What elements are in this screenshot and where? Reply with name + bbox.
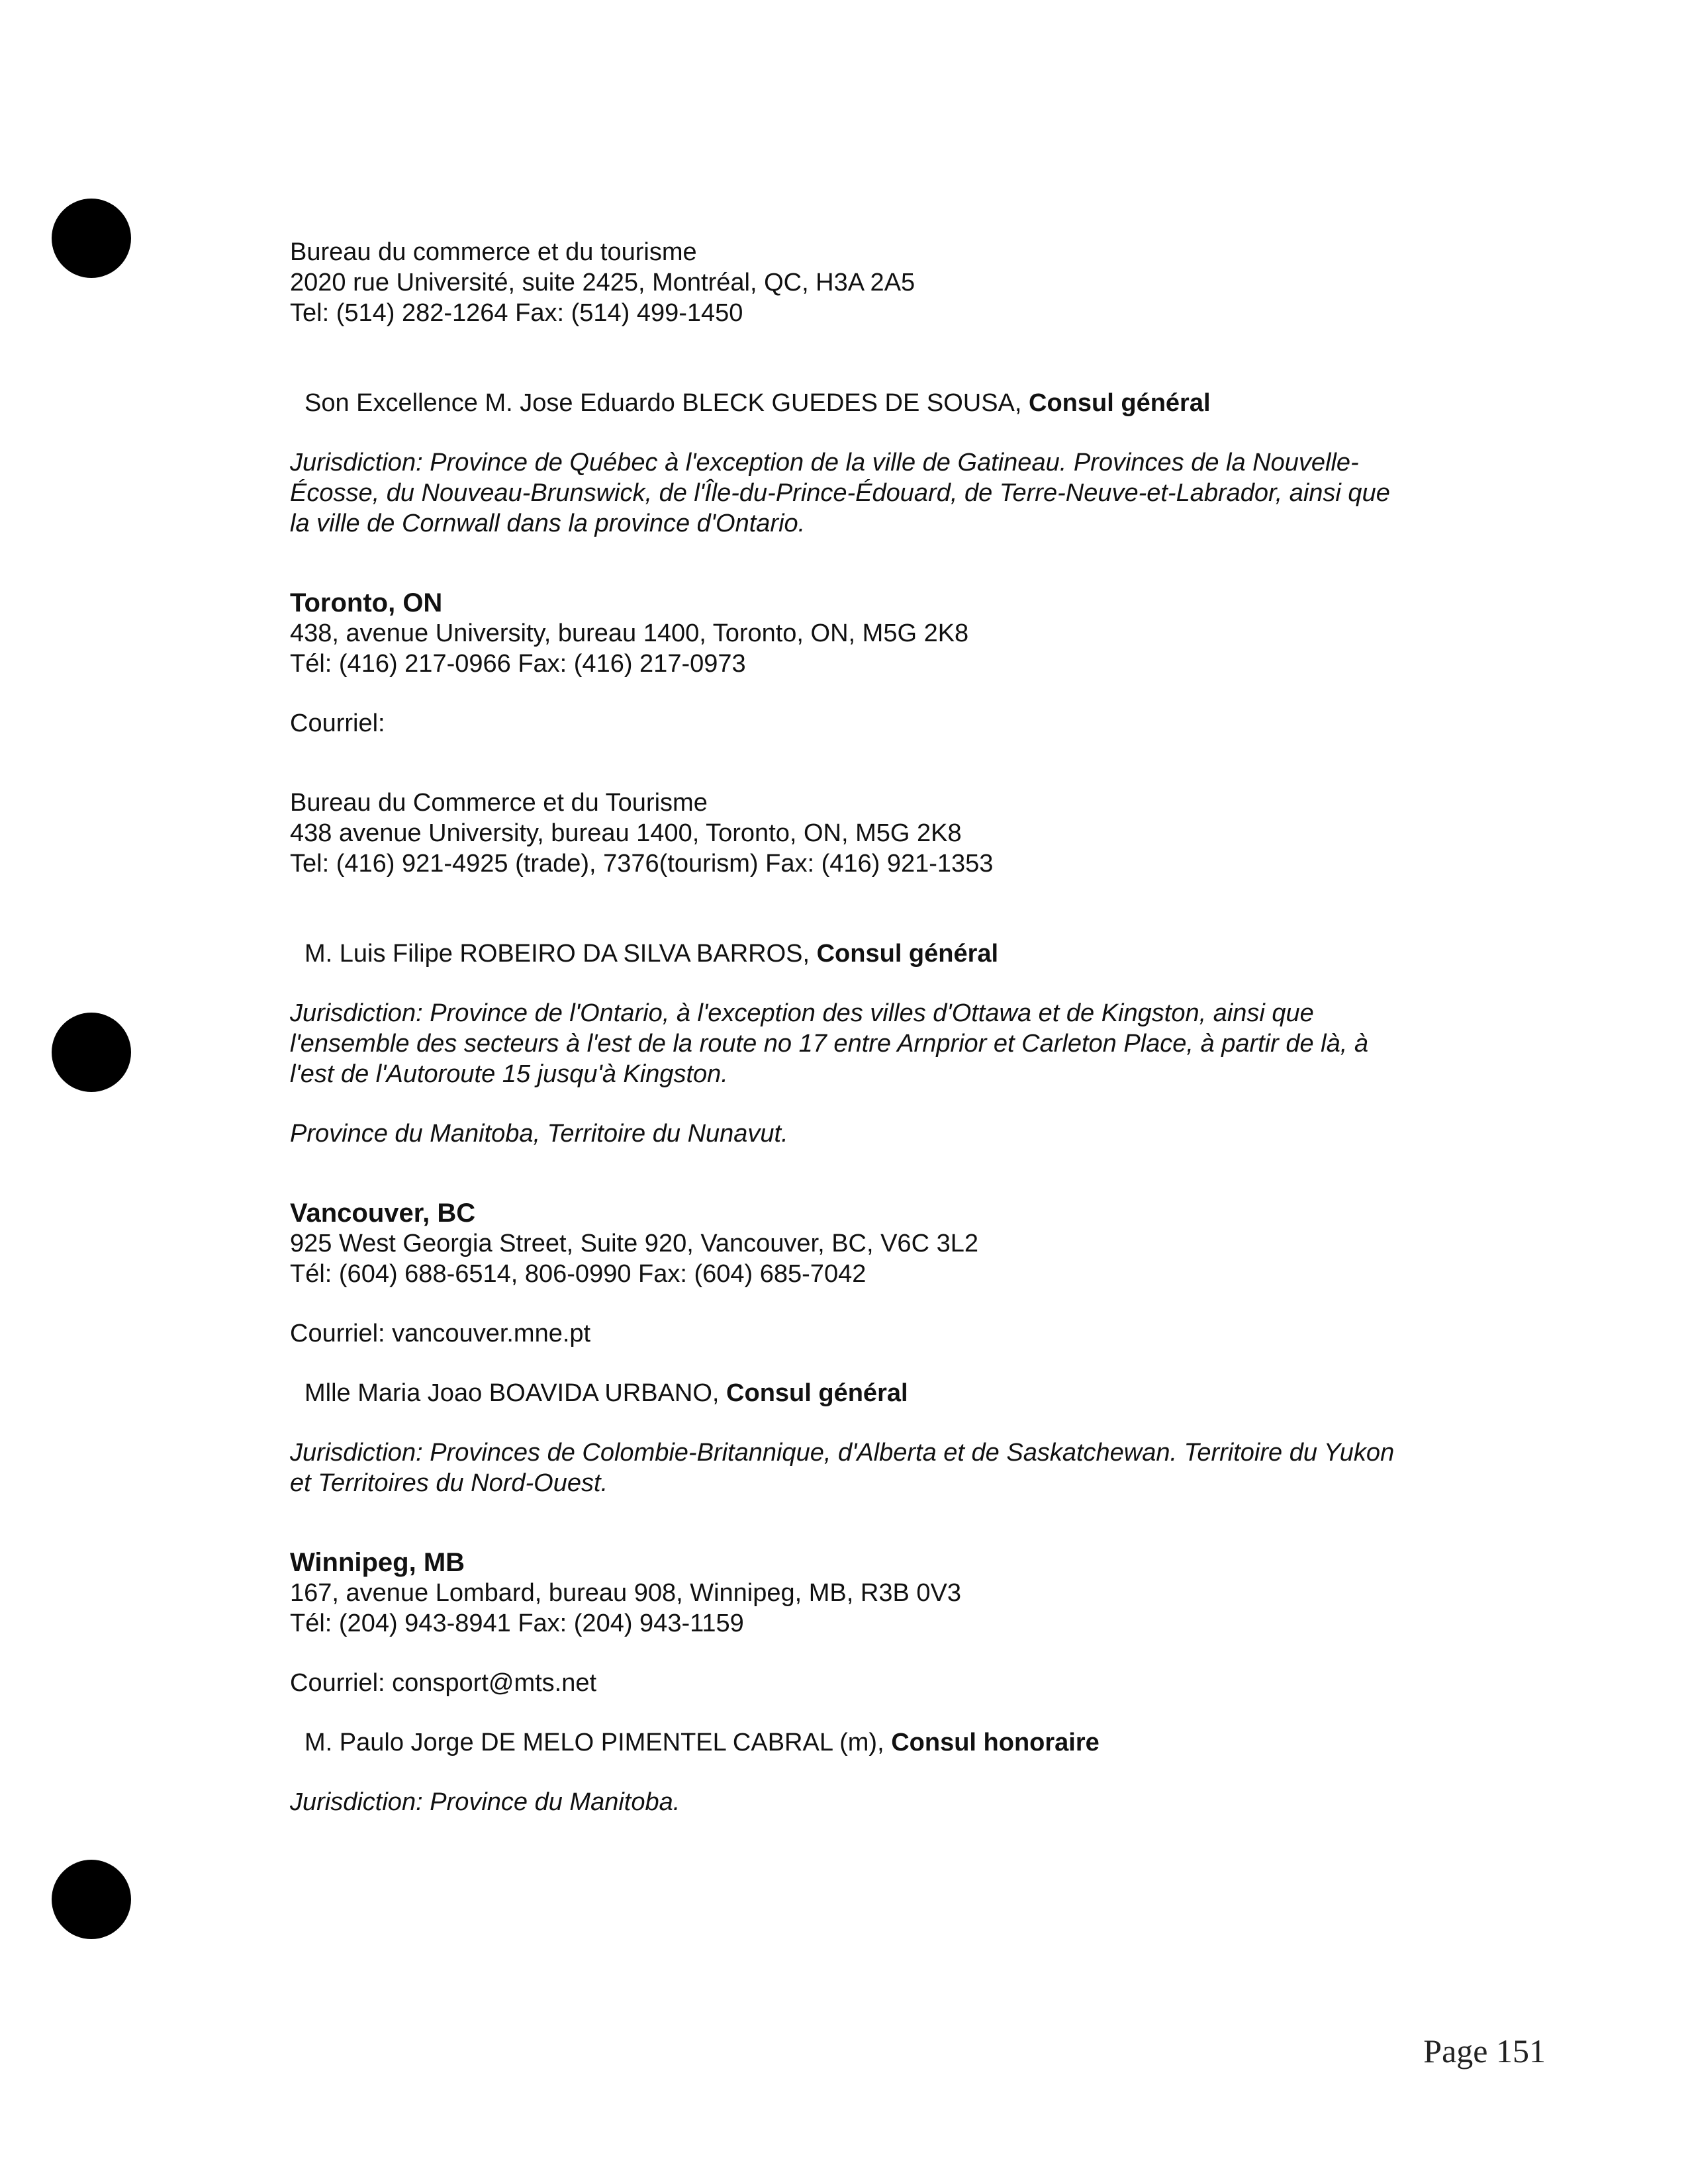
jurisdiction-line: l'est de l'Autoroute 15 jusqu'à Kingston.: [290, 1060, 728, 1088]
office-address: 438 avenue University, bureau 1400, Toronto, ON, M5G 2K8: [290, 819, 962, 847]
consulate-address: 167, avenue Lombard, bureau 908, Winnipeg, MB, R3B 0V3: [290, 1579, 961, 1607]
document-body: [290, 237, 1468, 1817]
jurisdiction-line: Jurisdiction: Province de l'Ontario, à l'exception des villes d'Ottawa et de Kingston, ainsi que: [290, 999, 1314, 1027]
page-number: Page 151: [1423, 2032, 1546, 2070]
office-address: 2020 rue Université, suite 2425, Montréal, QC, H3A 2A5: [290, 269, 915, 296]
consul-entry: [290, 1727, 1468, 1758]
jurisdiction-line: et Territoires du Nord-Ouest.: [290, 1469, 608, 1497]
consulate-email: Courriel: consport@mts.net: [290, 1669, 597, 1697]
office-phone: Tel: (514) 282-1264 Fax: (514) 499-1450: [290, 299, 743, 327]
jurisdiction-line: la ville de Cornwall dans la province d'Ontario.: [290, 510, 806, 537]
consulate-phone: Tél: (204) 943-8941 Fax: (204) 943-1159: [290, 1610, 744, 1637]
city-heading: Vancouver, BC: [290, 1199, 476, 1228]
vancouver-section: [290, 1198, 1468, 1498]
consulate-email: Courriel: vancouver.mne.pt: [290, 1320, 591, 1347]
consul-name: Son Excellence M. Jose Eduardo BLECK GUEDES DE SOUSA,: [305, 389, 1029, 417]
consul-title: Consul général: [726, 1379, 908, 1407]
punch-hole: [52, 199, 131, 278]
consul-title: Consul général: [1029, 389, 1211, 417]
punch-hole: [52, 1860, 131, 1939]
consulate-email: Courriel:: [290, 709, 385, 737]
consulate-phone: Tél: (604) 688-6514, 806-0990 Fax: (604) 685-7042: [290, 1260, 867, 1288]
consul-title: Consul général: [816, 940, 999, 968]
jurisdiction-extra: Province du Manitoba, Territoire du Nunavut.: [290, 1120, 788, 1148]
jurisdiction-line: Jurisdiction: Provinces de Colombie-Britannique, d'Alberta et de Saskatchewan. Territoire du Yukon: [290, 1439, 1395, 1467]
jurisdiction-line: Jurisdiction: Province du Manitoba.: [290, 1788, 680, 1816]
city-heading: Winnipeg, MB: [290, 1548, 465, 1577]
office-name: Bureau du Commerce et du Tourisme: [290, 789, 708, 817]
office-name: Bureau du commerce et du tourisme: [290, 238, 697, 266]
consul-name: Mlle Maria Joao BOAVIDA URBANO,: [305, 1379, 727, 1407]
jurisdiction-line: l'ensemble des secteurs à l'est de la route no 17 entre Arnprior et Carleton Place, à partir de là, à: [290, 1030, 1368, 1058]
consulate-phone: Tél: (416) 217-0966 Fax: (416) 217-0973: [290, 650, 746, 678]
consul-entry: [290, 388, 1468, 418]
consul-name: M. Luis Filipe ROBEIRO DA SILVA BARROS,: [305, 940, 817, 968]
jurisdiction-line: Écosse, du Nouveau-Brunswick, de l'Île-du-Prince-Édouard, de Terre-Neuve-et-Labrador, ainsi que: [290, 479, 1390, 507]
office-phone: Tel: (416) 921-4925 (trade), 7376(tourism) Fax: (416) 921-1353: [290, 850, 994, 878]
toronto-section: [290, 588, 1468, 1149]
consulate-address: 438, avenue University, bureau 1400, Toronto, ON, M5G 2K8: [290, 619, 969, 647]
city-heading: Toronto, ON: [290, 588, 443, 617]
consul-title: Consul honoraire: [891, 1729, 1100, 1756]
consul-name: M. Paulo Jorge DE MELO PIMENTEL CABRAL (m),: [305, 1729, 892, 1756]
consul-entry: [290, 938, 1468, 969]
consul-entry: [290, 1378, 1468, 1408]
winnipeg-section: [290, 1547, 1468, 1817]
punch-hole: [52, 1013, 131, 1092]
montreal-section: [290, 237, 1468, 539]
consulate-address: 925 West Georgia Street, Suite 920, Vancouver, BC, V6C 3L2: [290, 1230, 978, 1257]
jurisdiction-line: Jurisdiction: Province de Québec à l'exception de la ville de Gatineau. Provinces de la Nouvelle-: [290, 449, 1359, 477]
